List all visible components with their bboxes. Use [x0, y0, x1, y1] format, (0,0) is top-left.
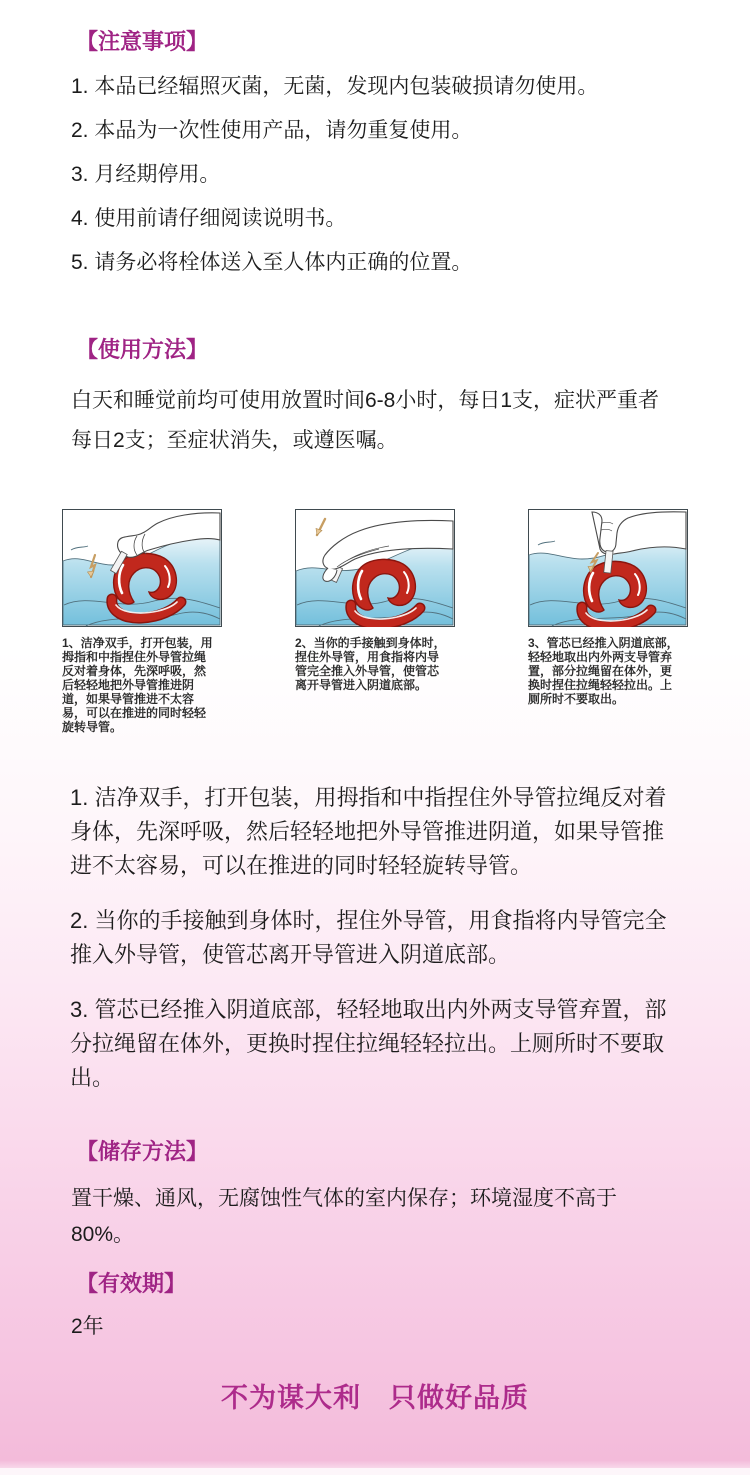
usage-steps	[70, 781, 688, 1095]
usage-step: 3. 管芯已经推入阴道底部，轻轻地取出内外两支导管弃置，部分拉绳留在体外，更换时捏住拉绳轻轻拉出。上厕所时不要取出。	[70, 997, 667, 1090]
section-notice	[62, 27, 688, 277]
usage-step: 2. 当你的手接触到身体时，捏住外导管，用食指将内导管完全推入外导管，使管芯离开导管进入阴道底部。	[70, 908, 667, 967]
usage-step: 1. 洁净双手，打开包装，用拇指和中指捏住外导管拉绳反对着身体，先深呼吸，然后轻轻地把外导管推进阴道，如果导管推进不太容易，可以在推进的同时轻轻旋转导管。	[70, 785, 667, 878]
storage-heading: 【储存方法】	[76, 1139, 209, 1164]
figure-1-caption: 1、洁净双手，打开包装，用拇指和中指捏住外导管拉绳反对着身体，先深呼吸，然后轻轻地把外导管推进阴道，如果导管推进不太容易，可以在推进的同时轻轻旋转导管。	[62, 636, 213, 734]
footer-slogan: 不为谋大利 只做好品质	[221, 1383, 529, 1413]
page-bottom-edge	[0, 1468, 750, 1475]
figure-1-illustration	[62, 509, 222, 627]
notice-item: 5. 请务必将栓体送入至人体内正确的位置。	[71, 251, 473, 274]
figure-2-caption: 2、当你的手接触到身体时，捏住外导管，用食指将内导管完全推入外导管，使管芯离开导管进入阴道底部。	[295, 636, 446, 692]
notice-heading: 【注意事项】	[76, 29, 209, 54]
storage-text: 置干燥、通风，无腐蚀性气体的室内保存；环境湿度不高于80%。	[71, 1187, 617, 1246]
usage-heading: 【使用方法】	[76, 337, 209, 362]
notice-item: 1. 本品已经辐照灭菌，无菌，发现内包装破损请勿使用。	[71, 75, 599, 98]
notice-item: 2. 本品为一次性使用产品，请勿重复使用。	[71, 119, 473, 142]
figure-3-illustration	[528, 509, 688, 627]
notice-list	[71, 73, 688, 277]
figure-step-2	[295, 509, 455, 737]
figure-step-3	[528, 509, 688, 737]
figure-3-caption: 3、管芯已经推入阴道底部，轻轻地取出内外两支导管弃置，部分拉绳留在体外，更换时捏住拉绳轻轻拉出。上厕所时不要取出。	[528, 636, 679, 706]
usage-intro: 白天和睡觉前均可使用放置时间6-8小时，每日1支，症状严重者每日2支；至症状消失，或遵医嘱。	[71, 389, 660, 452]
validity-value: 2年	[71, 1315, 104, 1338]
notice-item: 4. 使用前请仔细阅读说明书。	[71, 207, 347, 230]
figure-2-illustration	[295, 509, 455, 627]
usage-figures	[62, 509, 688, 737]
validity-heading: 【有效期】	[76, 1271, 187, 1296]
notice-item: 3. 月经期停用。	[71, 163, 221, 186]
figure-step-1	[62, 509, 222, 737]
section-usage	[62, 335, 688, 461]
section-validity	[62, 1269, 688, 1341]
section-storage	[62, 1137, 688, 1253]
